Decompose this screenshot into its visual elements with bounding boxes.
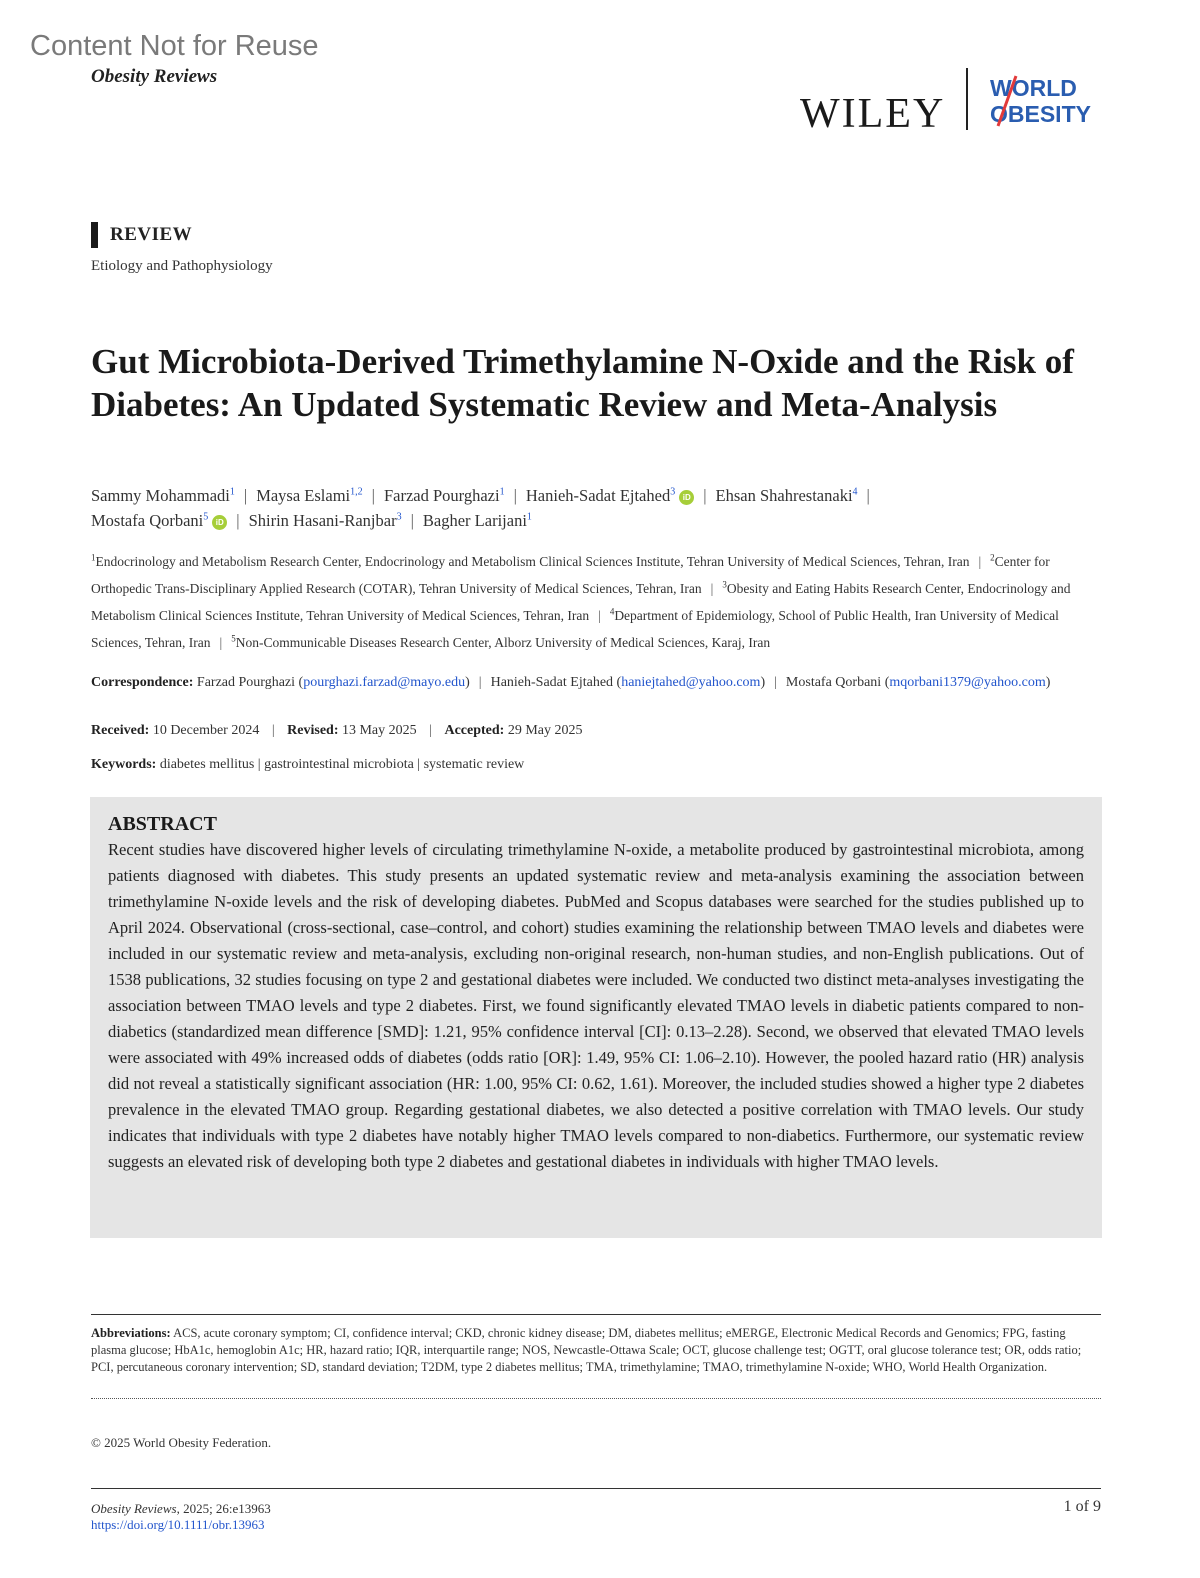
- author-name: Ehsan Shahrestanaki: [715, 485, 853, 505]
- author: [384, 486, 505, 505]
- separator: |: [219, 634, 223, 650]
- citation: [91, 1500, 271, 1518]
- separator: |: [598, 607, 601, 623]
- affiliation: [231, 635, 770, 650]
- author-name: Mostafa Qorbani: [91, 511, 204, 530]
- footnote-rule: [91, 1314, 1101, 1315]
- footer-rule: [91, 1488, 1101, 1489]
- author: [716, 486, 858, 505]
- author: [91, 511, 227, 530]
- correspondence-label: Correspondence:: [91, 675, 194, 690]
- affiliation-number: 5: [231, 633, 236, 643]
- separator: |: [243, 485, 248, 505]
- copyright: © 2025 World Obesity Federation.: [91, 1435, 272, 1450]
- author-affiliation-ref: 1: [229, 486, 235, 497]
- affiliation-text: Endocrinology and Metabolism Research Center, Endocrinology and Metabolism Clinical Sciences Institute, Tehran University of Medical Sciences, Tehran, Iran: [95, 553, 970, 569]
- author: [526, 486, 694, 505]
- page-number: 1 of 9: [1063, 1498, 1101, 1515]
- author-affiliation-ref: 3: [396, 511, 402, 523]
- author-affiliation-ref: 1: [526, 511, 532, 523]
- orcid-icon[interactable]: iD: [679, 490, 694, 505]
- separator: |: [774, 675, 777, 690]
- abbreviations-label: Abbreviations:: [91, 1326, 171, 1340]
- subject-category: Etiology and Pathophysiology: [91, 258, 273, 274]
- citation-journal: Obesity Reviews: [91, 1501, 177, 1516]
- author-name: Hanieh-Sadat Ejtahed: [525, 485, 671, 505]
- author-list: [91, 481, 1081, 532]
- section-bar: [91, 222, 98, 248]
- author-affiliation-ref: 3: [670, 486, 676, 497]
- keywords-label: Keywords:: [91, 757, 157, 772]
- author-affiliation-ref: 5: [203, 511, 209, 523]
- email-link[interactable]: haniejtahed@yahoo.com: [621, 675, 761, 690]
- revised-label: Revised:: [287, 723, 339, 738]
- accepted-date: 29 May 2025: [507, 723, 583, 738]
- author-name: Farzad Pourghazi: [383, 485, 500, 505]
- author-name: Sammy Mohammadi: [91, 485, 230, 505]
- author-name: Bagher Larijani: [422, 511, 527, 530]
- wiley-logo: WILEY: [800, 91, 946, 137]
- separator: |: [513, 485, 517, 505]
- affiliation-number: 4: [609, 606, 615, 616]
- author: [91, 486, 235, 505]
- separator: |: [478, 675, 482, 690]
- accepted-label: Accepted:: [444, 723, 505, 738]
- author: [256, 486, 362, 505]
- separator: |: [978, 553, 982, 569]
- abstract-box: [90, 797, 1102, 1238]
- dotted-divider: [91, 1398, 1101, 1399]
- orcid-icon[interactable]: iD: [212, 515, 227, 530]
- abstract-heading: ABSTRACT: [108, 813, 217, 835]
- author-affiliation-ref: 4: [852, 486, 858, 497]
- author-name: Shirin Hasani-Ranjbar: [248, 511, 397, 530]
- article-dates: [91, 723, 583, 739]
- affiliation-text: Obesity and Eating Habits Research Center, Endocrinology and Metabolism Clinical Sciences Institute, Tehran University of Medical Sciences, Tehran, Iran: [91, 580, 1071, 623]
- section-label: REVIEW: [110, 224, 193, 245]
- correspondent-name: Farzad Pourghazi: [196, 675, 299, 690]
- author-name: Maysa Eslami: [256, 485, 351, 505]
- author: [423, 511, 532, 530]
- affiliation-text: Department of Epidemiology, School of Public Health, Iran University of Medical Sciences, Tehran, Iran: [91, 607, 1059, 650]
- affiliation-text: Center for Orthopedic Trans-Disciplinary Applied Research (COTAR), Tehran University of Medical Sciences, Tehran, Iran: [91, 553, 1050, 596]
- separator: |: [236, 511, 240, 530]
- affiliation-number: 1: [91, 552, 96, 562]
- article-title: Gut Microbiota-Derived Trimethylamine N-Oxide and the Risk of Diabetes: An Updated Systematic Review and Meta-Analysis: [91, 342, 1074, 424]
- correspondent-name: Mostafa Qorbani: [785, 675, 885, 690]
- received-date: 10 December 2024: [152, 723, 260, 738]
- world-obesity-logo-line1: WORLD: [990, 75, 1077, 101]
- logo-divider: [966, 68, 968, 130]
- separator: |: [371, 485, 375, 505]
- separator: |: [710, 580, 714, 596]
- separator: |: [703, 485, 707, 505]
- correspondence-list: Farzad Pourghazi (pourghazi.farzad@mayo.edu) | Hanieh-Sadat Ejtahed (haniejtahed@yahoo.com) | Mostafa Qorbani (mqorbani1379@yahoo.com): [196, 675, 1051, 690]
- keywords: [91, 757, 524, 773]
- author-affiliation-ref: 1: [499, 486, 505, 497]
- affiliation-number: 3: [722, 579, 727, 589]
- separator: |: [429, 723, 432, 738]
- world-obesity-logo: [988, 72, 1108, 128]
- affiliation-text: Non-Communicable Diseases Research Center, Alborz University of Medical Sciences, Karaj, Iran: [235, 634, 771, 650]
- correspondence: [91, 672, 1101, 693]
- author: [249, 511, 402, 530]
- separator: |: [866, 485, 870, 505]
- separator: |: [410, 511, 414, 530]
- affiliations: [91, 546, 1101, 654]
- revised-date: 13 May 2025: [341, 723, 417, 738]
- affiliation-number: 2: [990, 552, 995, 562]
- world-obesity-logo-line2: OBESITY: [990, 101, 1091, 127]
- abbreviations: [91, 1325, 1101, 1376]
- keywords-text: diabetes mellitus | gastrointestinal microbiota | systematic review: [159, 757, 525, 772]
- author-affiliation-ref: 1,2: [350, 486, 363, 497]
- citation-volume: , 2025; 26:e13963: [176, 1501, 271, 1516]
- header-logos: [800, 66, 1110, 137]
- received-label: Received:: [91, 723, 150, 738]
- watermark: Content Not for Reuse: [30, 30, 319, 62]
- separator: |: [271, 723, 275, 738]
- affiliation: [91, 554, 969, 569]
- doi-link[interactable]: https://doi.org/10.1111/obr.13963: [91, 1517, 265, 1532]
- abbreviations-text: ACS, acute coronary symptom; CI, confidence interval; CKD, chronic kidney disease; DM, diabetes mellitus; eMERGE, Electronic Medical Records and Genomics; FPG, fasting plasma glucose; HbA1c, hemoglobin A1c; HR, hazard ratio; IQR, interquartile range; NOS, Newcastle-Ottawa Scale; OCT, glucose challenge test; OGTT, oral glucose tolerance test; OR, odds ratio; PCI, percutaneous coronary intervention; SD, standard deviation; T2DM, type 2 diabetes mellitus; TMA, trimethylamine; TMAO, trimethylamine N-oxide; WHO, World Health Organization.: [91, 1326, 1082, 1374]
- abstract-text: Recent studies have discovered higher levels of circulating trimethylamine N-oxide, a metabolite produced by gastrointestinal microbiota, among patients diagnosed with diabetes. This study presents an updated systematic review and meta-analysis examining the association between trimethylamine N-oxide levels and the risk of developing diabetes. PubMed and Scopus databases were searched for the studies published up to April 2024. Observational (cross-sectional, case–control, and cohort) studies examining the relationship between TMAO levels and diabetes were included in our systematic review and meta-analysis, excluding non-original research, non-human studies, and non-English publications. Out of 1538 publications, 32 studies focusing on type 2 and gestational diabetes were included. We conducted two distinct meta-analyses investigating the association between TMAO levels and type 2 diabetes. First, we found significantly elevated TMAO levels in diabetic patients compared to non-diabetics (standardized mean difference [SMD]: 1.21, 95% confidence interval [CI]: 0.13–2.28). Second, we observed that elevated TMAO levels were associated with 49% increased odds of diabetes (odds ratio [OR]: 1.49, 95% CI: 1.06–2.10). However, the pooled hazard ratio (HR) analysis did not reveal a statistically significant association (HR: 1.00, 95% CI: 0.62, 1.61). Moreover, the included studies showed a higher type 2 diabetes prevalence in the elevated TMAO group. Regarding gestational diabetes, we also detected a positive correlation with TMAO levels. Our study indicates that individuals with type 2 diabetes have notably higher TMAO levels compared to non-diabetics. Furthermore, our systematic review suggests an elevated risk of developing both type 2 diabetes and gestational diabetes in individuals with higher TMAO levels.: [108, 840, 1084, 1171]
- journal-name: Obesity Reviews: [91, 66, 218, 87]
- email-link[interactable]: mqorbani1379@yahoo.com: [889, 675, 1046, 690]
- correspondent-name: Hanieh-Sadat Ejtahed: [490, 675, 617, 690]
- email-link[interactable]: pourghazi.farzad@mayo.edu: [303, 675, 466, 690]
